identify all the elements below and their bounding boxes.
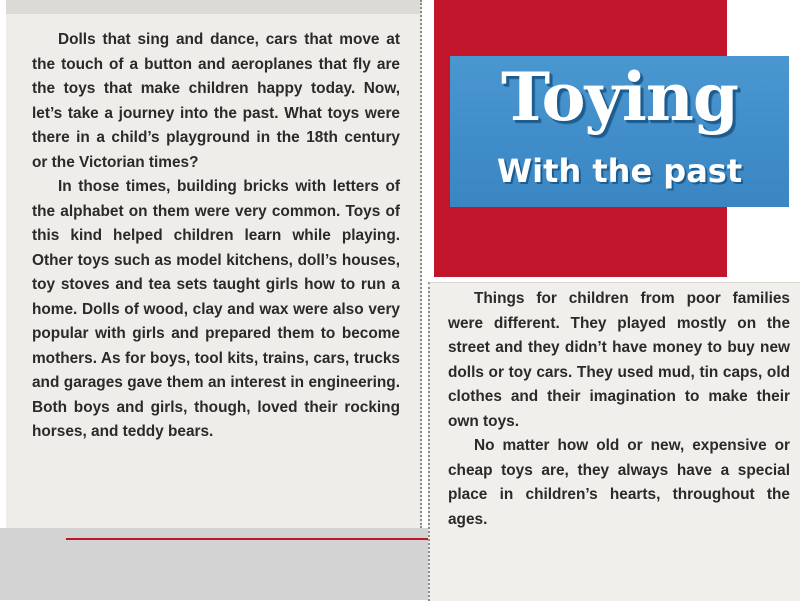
title-banner xyxy=(450,56,789,207)
left-paragraph-1: Dolls that sing and dance, cars that move at the touch of a button and aeroplanes that fly are the toys that make children happy today. Now, let’s take a journey into the past. What toys were there in a child’s playground in the 18th century or the Victorian times? xyxy=(32,31,400,171)
left-paragraph-2: In those times, building bricks with letters of the alphabet on them were very common. Toys of this kind helped children learn while playing. Other toys such as model kitchens, doll’s houses, toy stoves and tea sets taught girls how to run a home. Dolls of wood, clay and wax were also very popular with girls and prepared them to become mothers. As for boys, tool kits, trains, cars, trucks and garages gave them an interest in engineering. Both boys and girls, though, loved their rocking horses, and teddy bears. xyxy=(32,178,400,440)
page-top-strip xyxy=(6,0,420,14)
scanned-page-left xyxy=(6,0,422,528)
right-text-column xyxy=(448,287,790,532)
left-text-column xyxy=(32,28,400,445)
title-main: Toying xyxy=(500,58,739,136)
right-paragraph-2: No matter how old or new, expensive or cheap toys are, they always have a special place in children’s hearts, throughout the ages. xyxy=(448,437,790,528)
scanned-page-right xyxy=(428,282,800,601)
title-subtitle: With the past xyxy=(496,152,743,190)
red-divider-line xyxy=(66,538,428,540)
right-paragraph-1: Things for children from poor families were different. They played mostly on the street and they didn’t have money to buy new dolls or toy cars. They used mud, tin caps, old clothes and their imagination to make their own toys. xyxy=(448,290,790,430)
